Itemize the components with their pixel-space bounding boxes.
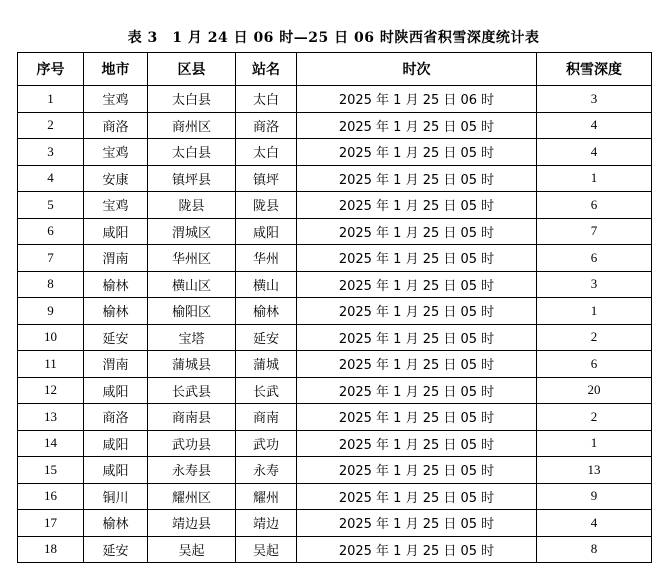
cell-snow-depth: 3: [537, 271, 652, 298]
table-row: [18, 430, 652, 457]
cell-city: 延安: [84, 536, 148, 563]
cell-station: 太白: [236, 86, 297, 113]
cell-district: 武功县: [148, 430, 236, 457]
cell-snow-depth: 1: [537, 430, 652, 457]
cell-snow-depth: 2: [537, 404, 652, 431]
table-row: [18, 271, 652, 298]
cell-district: 宝塔: [148, 324, 236, 351]
cell-city: 宝鸡: [84, 86, 148, 113]
cell-station: 靖边: [236, 510, 297, 537]
table-row: [18, 218, 652, 245]
cell-time: 2025 年 1 月 25 日 05 时: [297, 245, 537, 272]
cell-station: 镇坪: [236, 165, 297, 192]
cell-station: 长武: [236, 377, 297, 404]
cell-station: 延安: [236, 324, 297, 351]
table-row: [18, 510, 652, 537]
cell-district: 陇县: [148, 192, 236, 219]
cell-city: 宝鸡: [84, 139, 148, 166]
cell-time: 2025 年 1 月 25 日 05 时: [297, 165, 537, 192]
cell-district: 镇坪县: [148, 165, 236, 192]
cell-city: 咸阳: [84, 430, 148, 457]
cell-snow-depth: 1: [537, 298, 652, 325]
cell-time: 2025 年 1 月 25 日 05 时: [297, 298, 537, 325]
cell-station: 横山: [236, 271, 297, 298]
cell-district: 商南县: [148, 404, 236, 431]
cell-snow-depth: 2: [537, 324, 652, 351]
table-body: [18, 86, 652, 563]
cell-snow-depth: 1: [537, 165, 652, 192]
cell-time: 2025 年 1 月 25 日 05 时: [297, 192, 537, 219]
table-row: [18, 404, 652, 431]
cell-time: 2025 年 1 月 25 日 05 时: [297, 377, 537, 404]
cell-index: 12: [18, 377, 84, 404]
cell-city: 安康: [84, 165, 148, 192]
cell-time: 2025 年 1 月 25 日 05 时: [297, 112, 537, 139]
cell-index: 18: [18, 536, 84, 563]
header-index: 序号: [18, 53, 84, 86]
cell-district: 商州区: [148, 112, 236, 139]
cell-index: 7: [18, 245, 84, 272]
cell-index: 4: [18, 165, 84, 192]
cell-snow-depth: 7: [537, 218, 652, 245]
cell-snow-depth: 13: [537, 457, 652, 484]
table-header-row: [18, 53, 652, 86]
cell-city: 延安: [84, 324, 148, 351]
header-station: 站名: [236, 53, 297, 86]
cell-station: 武功: [236, 430, 297, 457]
cell-index: 5: [18, 192, 84, 219]
cell-time: 2025 年 1 月 25 日 05 时: [297, 536, 537, 563]
table-row: [18, 165, 652, 192]
cell-snow-depth: 3: [537, 86, 652, 113]
cell-district: 太白县: [148, 86, 236, 113]
cell-snow-depth: 6: [537, 192, 652, 219]
cell-city: 咸阳: [84, 377, 148, 404]
header-district: 区县: [148, 53, 236, 86]
cell-index: 11: [18, 351, 84, 378]
cell-station: 咸阳: [236, 218, 297, 245]
cell-snow-depth: 20: [537, 377, 652, 404]
cell-station: 商洛: [236, 112, 297, 139]
cell-city: 宝鸡: [84, 192, 148, 219]
cell-city: 榆林: [84, 271, 148, 298]
cell-index: 6: [18, 218, 84, 245]
cell-city: 商洛: [84, 404, 148, 431]
cell-district: 太白县: [148, 139, 236, 166]
table-row: [18, 324, 652, 351]
header-city: 地市: [84, 53, 148, 86]
cell-station: 陇县: [236, 192, 297, 219]
cell-time: 2025 年 1 月 25 日 05 时: [297, 457, 537, 484]
table-row: [18, 483, 652, 510]
cell-district: 永寿县: [148, 457, 236, 484]
cell-snow-depth: 6: [537, 351, 652, 378]
cell-city: 商洛: [84, 112, 148, 139]
cell-index: 1: [18, 86, 84, 113]
cell-index: 14: [18, 430, 84, 457]
cell-snow-depth: 8: [537, 536, 652, 563]
cell-time: 2025 年 1 月 25 日 05 时: [297, 218, 537, 245]
cell-index: 3: [18, 139, 84, 166]
cell-station: 榆林: [236, 298, 297, 325]
cell-district: 吴起: [148, 536, 236, 563]
cell-snow-depth: 9: [537, 483, 652, 510]
table-row: [18, 112, 652, 139]
cell-station: 蒲城: [236, 351, 297, 378]
header-time: 时次: [297, 53, 537, 86]
cell-index: 17: [18, 510, 84, 537]
table-row: [18, 245, 652, 272]
cell-station: 太白: [236, 139, 297, 166]
table-row: [18, 457, 652, 484]
cell-snow-depth: 4: [537, 112, 652, 139]
cell-snow-depth: 4: [537, 139, 652, 166]
table-row: [18, 139, 652, 166]
cell-index: 16: [18, 483, 84, 510]
cell-district: 华州区: [148, 245, 236, 272]
cell-city: 咸阳: [84, 218, 148, 245]
cell-index: 15: [18, 457, 84, 484]
cell-time: 2025 年 1 月 25 日 05 时: [297, 324, 537, 351]
cell-city: 渭南: [84, 245, 148, 272]
cell-district: 渭城区: [148, 218, 236, 245]
cell-index: 9: [18, 298, 84, 325]
cell-district: 耀州区: [148, 483, 236, 510]
cell-time: 2025 年 1 月 25 日 05 时: [297, 404, 537, 431]
cell-district: 榆阳区: [148, 298, 236, 325]
cell-station: 商南: [236, 404, 297, 431]
cell-time: 2025 年 1 月 25 日 05 时: [297, 510, 537, 537]
cell-city: 榆林: [84, 298, 148, 325]
cell-time: 2025 年 1 月 25 日 05 时: [297, 351, 537, 378]
cell-city: 榆林: [84, 510, 148, 537]
cell-city: 渭南: [84, 351, 148, 378]
cell-time: 2025 年 1 月 25 日 05 时: [297, 430, 537, 457]
cell-time: 2025 年 1 月 25 日 05 时: [297, 271, 537, 298]
table-row: [18, 298, 652, 325]
cell-index: 2: [18, 112, 84, 139]
table-row: [18, 86, 652, 113]
cell-index: 10: [18, 324, 84, 351]
snow-depth-table: [17, 52, 652, 563]
table-row: [18, 377, 652, 404]
cell-district: 横山区: [148, 271, 236, 298]
table-row: [18, 536, 652, 563]
cell-district: 靖边县: [148, 510, 236, 537]
cell-station: 吴起: [236, 536, 297, 563]
cell-snow-depth: 6: [537, 245, 652, 272]
cell-city: 铜川: [84, 483, 148, 510]
header-snow-depth: 积雪深度: [537, 53, 652, 86]
cell-time: 2025 年 1 月 25 日 05 时: [297, 483, 537, 510]
cell-station: 华州: [236, 245, 297, 272]
cell-district: 蒲城县: [148, 351, 236, 378]
cell-city: 咸阳: [84, 457, 148, 484]
cell-index: 13: [18, 404, 84, 431]
cell-index: 8: [18, 271, 84, 298]
cell-station: 永寿: [236, 457, 297, 484]
cell-station: 耀州: [236, 483, 297, 510]
cell-time: 2025 年 1 月 25 日 06 时: [297, 86, 537, 113]
table-row: [18, 192, 652, 219]
table-title: 表 3 1 月 24 日 06 时—25 日 06 时陕西省积雪深度统计表: [127, 30, 540, 46]
cell-snow-depth: 4: [537, 510, 652, 537]
cell-district: 长武县: [148, 377, 236, 404]
table-row: [18, 351, 652, 378]
cell-time: 2025 年 1 月 25 日 05 时: [297, 139, 537, 166]
